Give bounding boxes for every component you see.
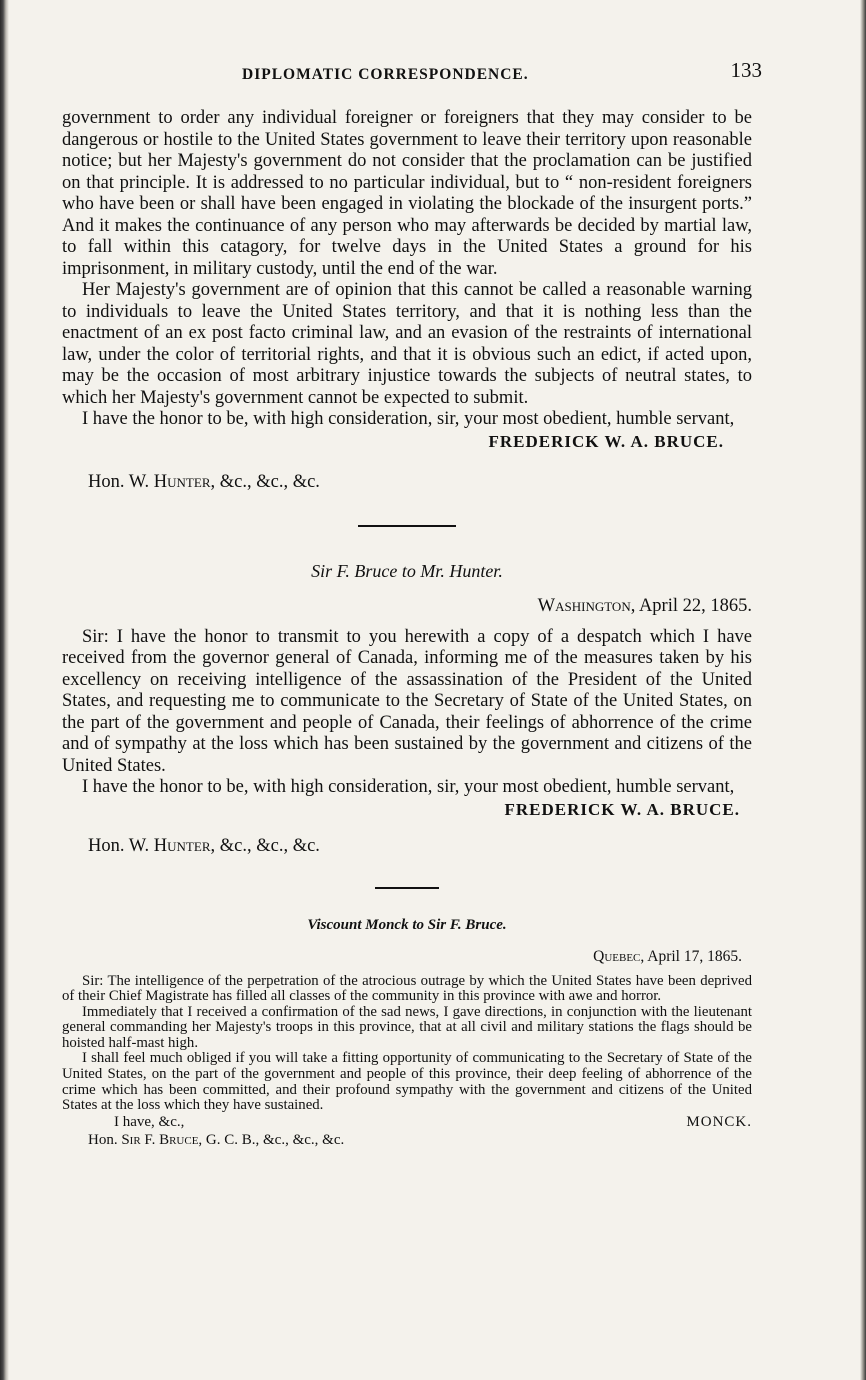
letter-3-closing: I have, &c., [114,1113,185,1130]
page-number: 133 [730,58,762,82]
addressee-prefix: Hon. W. [88,471,154,492]
running-head: DIPLOMATIC CORRESPONDENCE. [242,66,529,83]
letter-2 [62,561,752,857]
letter-2-signature: FREDERICK W. A. BRUCE. [504,799,740,819]
letter-2-addressee [88,836,752,857]
document-page [62,58,762,1149]
addressee-prefix: Hon. W. [88,835,154,856]
letter-3-dateline [62,948,742,966]
addressee-name: Hunter [153,835,211,856]
letter-1 [62,108,752,493]
letter-2-title: Sir F. Bruce to Mr. Hunter. [311,560,503,581]
addressee-suffix: , &c., &c., &c. [210,471,320,492]
dateline-date: , April 17, 1865. [640,947,742,965]
letter-2-closing: I have the honor to be, with high consideration, sir, your most obedient, humble servant, [82,777,735,797]
page-edge-left [0,0,9,1380]
page-header [62,58,762,94]
letter-1-closing: I have the honor to be, with high consideration, sir, your most obedient, humble servant, [82,409,735,429]
dateline-place: Washington [537,595,631,616]
letter-3-paragraph-3: I shall feel much obliged if you will take a fitting opportunity of communicating to the Secretary of State of the United States, on the part of the government and people of this province, their deep feeling of abhorrence of the crime which has been committed, and their profound sympathy with the government and citizens of the United States at the loss which they have sustained. [62,1050,752,1114]
page-edge-right [860,0,866,1380]
letter-3-closing-row [62,1114,752,1132]
letter-3 [62,917,752,1149]
letter-2-paragraph-1: Sir: I have the honor to transmit to you herewith a copy of a despatch which I have received from the governor general of Canada, informing me of the measures taken by his excellency on receiving intelligence of the assassination of the President of the United States, and requesting me to communicate to the Secretary of State of the United States, on the part of the government and people of Canada, their feelings of abhorrence of the crime and of sympathy at the loss which has been sustained by the government and citizens of the United States. [62,626,752,776]
letter-3-paragraph-1: Sir: The intelligence of the perpetration of the atrocious outrage by which the United States have been deprived of their Chief Magistrate has filled all classes of the community in this province with awe and horror. [62,972,752,1005]
letter-3-addressee [88,1132,752,1149]
letter-1-paragraph-1: government to order any individual foreigner or foreigners that they may consider to be dangerous or hostile to the United States government to leave their territory upon reasonable notice; but her Majesty's government do not consider that the proclamation can be justified on that principle. It is addressed to no particular individual, but to “ non-resident foreigners who have been or shall have been engaged in violating the blockade of the insurgent ports.” And it makes the continuance of any person who may afterwards be decided by martial law, to fall within this catagory, for twelve days in the United States a ground for his imprisonment, in military custody, until the end of the war. [62,108,752,279]
dateline-date: , April 22, 1865. [630,595,752,616]
letter-1-paragraph-2: Her Majesty's government are of opinion that this cannot be called a reasonable warning to individuals to leave the United States territory, and that it is nothing less than the enactment of an ex post facto criminal law, and an evasion of the restraints of international law, under the color of territorial rights, and that it is obvious such an edict, if acted upon, may be the occasion of most arbitrary injustice towards the subjects of neutral states, to which her Majesty's government cannot be expected to submit. [62,280,752,408]
letter-3-title: Viscount Monck to Sir F. Bruce. [307,916,507,933]
letter-3-signature: MONCK. [686,1113,752,1130]
dateline-place: Quebec [593,947,641,965]
section-divider-1 [358,525,456,527]
section-divider-2 [375,887,439,889]
addressee-prefix: Hon. [88,1131,122,1148]
addressee-suffix: , &c., &c., &c. [210,835,320,856]
letter-2-dateline [62,596,752,617]
letter-1-addressee [88,472,752,493]
addressee-name: Hunter [153,471,211,492]
letter-3-paragraph-2: Immediately that I received a confirmation of the sad news, I gave directions, in conjunction with the lieutenant general commanding her Majesty's troops in this province, that at all civil and military stations the flags should be hoisted half-mast high. [62,1003,752,1051]
addressee-suffix: , G. C. B., &c., &c., &c. [198,1131,345,1148]
letter-1-signature: FREDERICK W. A. BRUCE. [488,431,724,451]
addressee-name: Sir F. Bruce [121,1131,199,1148]
